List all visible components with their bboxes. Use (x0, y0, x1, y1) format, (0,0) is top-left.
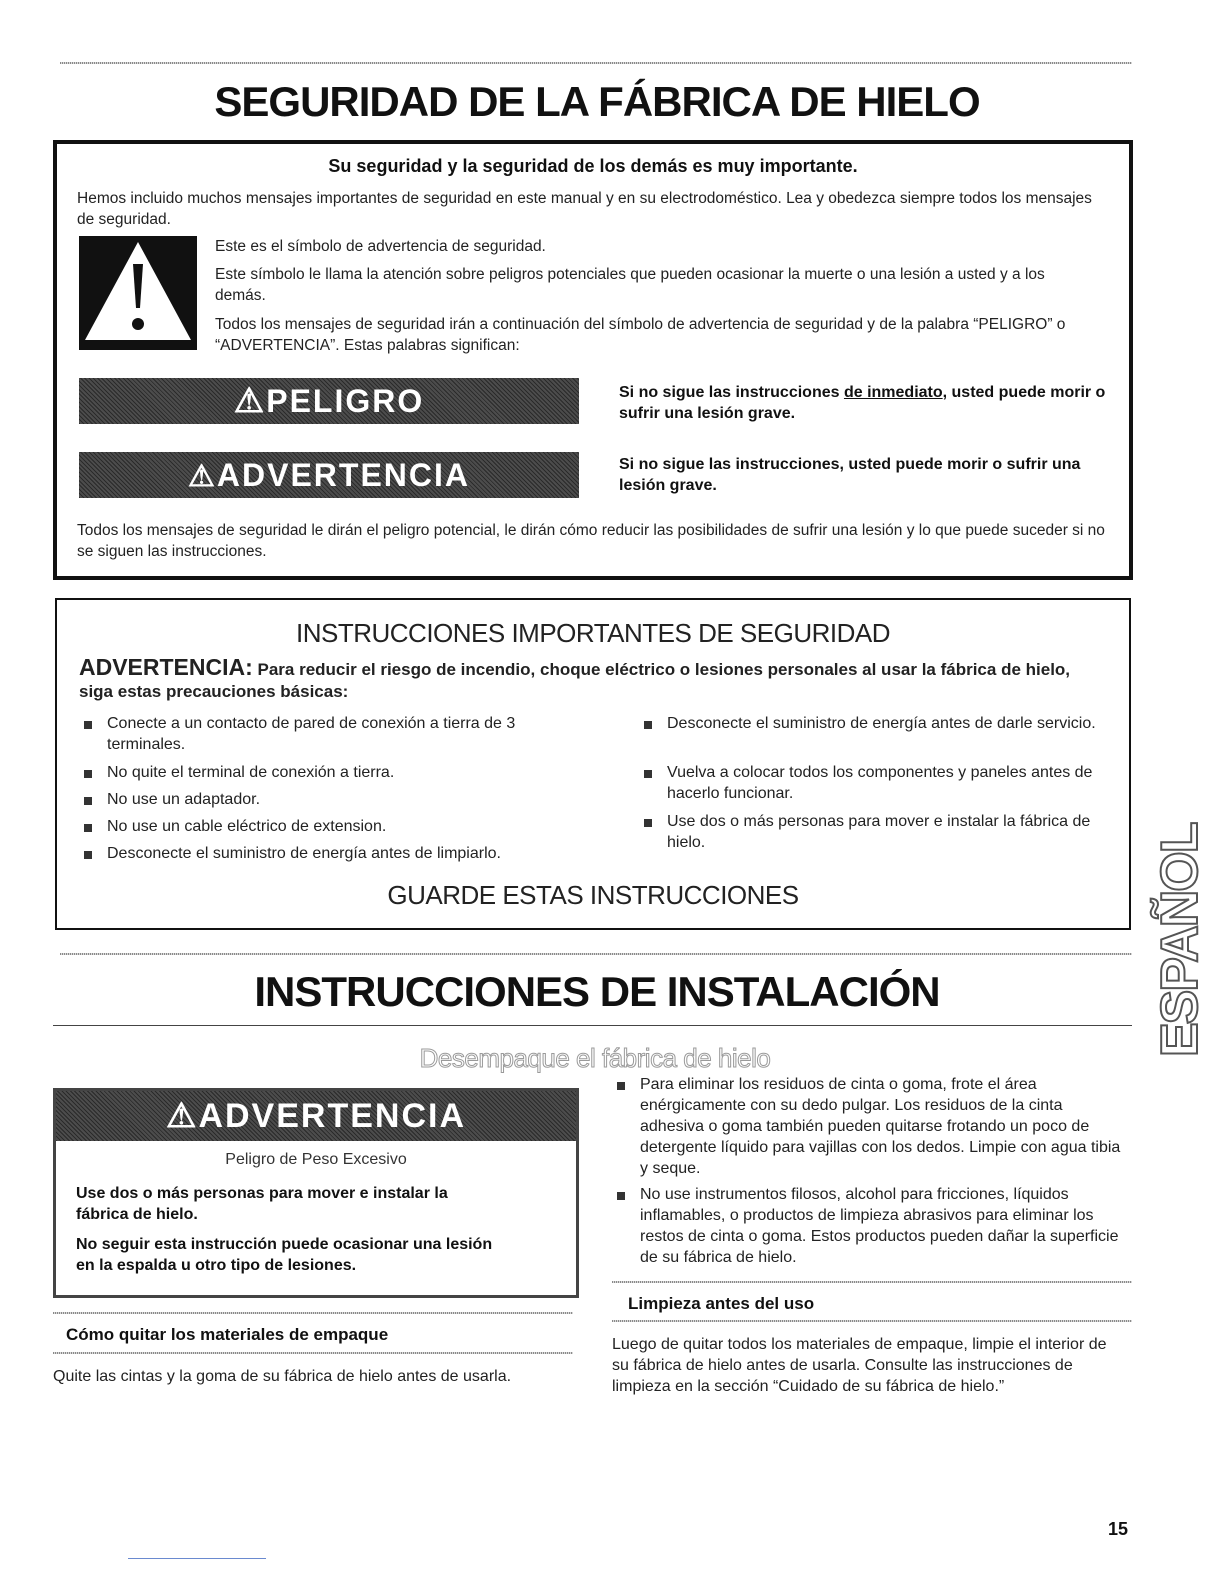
right-item-1: Desconecte el suministro de energía antes de darle servicio. (667, 715, 1096, 732)
peligro-banner (79, 378, 579, 424)
advertencia-banner (79, 452, 579, 498)
bullet-icon (84, 824, 92, 832)
page-number: 15 (1108, 1519, 1129, 1539)
advertencia-alert-icon: ⚠ (187, 460, 217, 493)
top-rule (60, 62, 1132, 64)
left-item-4: No use un cable eléctrico de extension. (107, 818, 387, 835)
advertencia-text: Si no sigue las instrucciones, usted puede morir o sufrir una lesión grave. (619, 456, 1081, 494)
footer-line (128, 1558, 266, 1559)
bullet-icon (84, 797, 92, 805)
bullet-icon (644, 819, 652, 827)
install-top-rule (60, 953, 1132, 955)
safety-title: SEGURIDAD DE LA FÁBRICA DE HIELO (214, 78, 980, 125)
bullet-icon (617, 1192, 625, 1200)
packing-rule-bottom (53, 1352, 573, 1354)
safety-intro: Hemos incluido muchos mensajes importantes de seguridad en este manual y en su electrodoméstico. Lea y obedezca siempre todos los mensajes de seguridad. (77, 190, 1092, 228)
weight-alert-icon: ⚠ (165, 1097, 199, 1135)
peligro-text (619, 382, 1109, 424)
weight-line-2: No seguir esta instrucción puede ocasionar una lesión en la espalda u otro tipo de lesiones. (76, 1236, 493, 1274)
cleaning-rule-bottom (612, 1320, 1132, 1322)
important-title: INSTRUCCIONES IMPORTANTES DE SEGURIDAD (296, 618, 890, 648)
weight-warning-box (53, 1088, 579, 1298)
important-instructions-box (55, 598, 1131, 930)
right-bullet-2: No use instrumentos filosos, alcohol para fricciones, líquidos inflamables, o productos de limpieza abrasivos para eliminar los restos de cinta o goma. Estos productos pueden dañar la superficie de su fábrica de hielo. (640, 1186, 1119, 1266)
symbol-line-1: Este es el símbolo de advertencia de seguridad. (215, 238, 546, 255)
left-item-1: Conecte a un contacto de pared de conexión a tierra de 3 terminales. (107, 715, 516, 753)
left-item-5: Desconecte el suministro de energía antes de limpiarlo. (107, 845, 501, 862)
safety-footer: Todos los mensajes de seguridad le dirán el peligro potencial, le dirán cómo reducir las posibilidades de sufrir una lesión y lo que puede suceder si no se siguen las instrucciones. (77, 522, 1105, 560)
important-warning (79, 656, 1099, 703)
weight-subtitle: Peligro de Peso Excesivo (225, 1151, 407, 1168)
symbol-line-2: Este símbolo le llama la atención sobre peligros potenciales que pueden ocasionar la muerte o una lesión a usted y a los demás. (215, 266, 1045, 304)
right-item-2: Vuelva a colocar todos los componentes y paneles antes de hacerlo funcionar. (667, 764, 1093, 802)
install-title: INSTRUCCIONES DE INSTALACIÓN (254, 968, 940, 1015)
peligro-text-a: Si no sigue las instrucciones (619, 384, 844, 401)
important-warning-text: Para reducir el riesgo de incendio, choque eléctrico o lesiones personales al usar la fábrica de hielo, siga estas precauciones básicas: (79, 660, 1071, 701)
left-item-2: No quite el terminal de conexión a tierra. (107, 764, 395, 781)
packing-heading: Cómo quitar los materiales de empaque (66, 1325, 389, 1344)
right-item-3: Use dos o más personas para mover e instalar la fábrica de hielo. (667, 813, 1091, 851)
save-instructions: GUARDE ESTAS INSTRUCCIONES (387, 880, 799, 910)
peligro-label: PELIGRO (266, 383, 425, 419)
bullet-icon (84, 851, 92, 859)
unpack-heading: Desempaque el fábrica de hielo (419, 1043, 771, 1073)
bullet-icon (84, 721, 92, 729)
peligro-alert-icon: ⚠ (233, 382, 267, 420)
cleaning-rule-top (612, 1281, 1132, 1283)
weight-line-1: Use dos o más personas para mover e instalar la fábrica de hielo. (76, 1185, 448, 1223)
symbol-line-3: Todos los mensajes de seguridad irán a continuación del símbolo de advertencia de seguridad y de la palabra “PELIGRO” o “ADVERTENCIA”. Estas palabras significan: (215, 316, 1066, 354)
bullet-icon (84, 770, 92, 778)
packing-rule-top (53, 1312, 573, 1314)
weight-advertencia-label: ADVERTENCIA (198, 1097, 467, 1135)
important-warning-word: ADVERTENCIA: (79, 654, 253, 680)
bullet-icon (644, 721, 652, 729)
weight-advertencia-banner (56, 1091, 576, 1141)
bullet-icon (644, 770, 652, 778)
packing-text: Quite las cintas y la goma de su fábrica de hielo antes de usarla. (53, 1368, 512, 1385)
safety-alert-icon (79, 236, 197, 350)
peligro-text-b: , usted puede morir o sufrir una lesión grave. (619, 384, 1106, 422)
right-bullet-1: Para eliminar los residuos de cinta o goma, frote el área enérgicamente con su dedo pulgar. Los residuos de la cinta adhesiva o goma también pueden quitarse frotando un poco de detergente líquido para vajillas con los dedos. Limpie con agua tibia y seque. (640, 1076, 1121, 1177)
safety-box (53, 140, 1133, 580)
left-item-3: No use un adaptador. (107, 791, 261, 808)
bullet-icon (617, 1082, 625, 1090)
peligro-text-underline: de inmediato (843, 384, 943, 401)
side-language-tab: ESPAÑOL (1151, 823, 1209, 1057)
advertencia-label: ADVERTENCIA (216, 457, 471, 493)
cleaning-heading: Limpieza antes del uso (628, 1294, 815, 1313)
install-underline (53, 1025, 1132, 1026)
safety-heading: Su seguridad y la seguridad de los demás es muy importante. (328, 156, 858, 176)
cleaning-text: Luego de quitar todos los materiales de empaque, limpie el interior de su fábrica de hielo antes de usarla. Consulte las instrucciones de limpieza en la sección “Cuidado de su fábrica de hielo.” (612, 1336, 1107, 1395)
